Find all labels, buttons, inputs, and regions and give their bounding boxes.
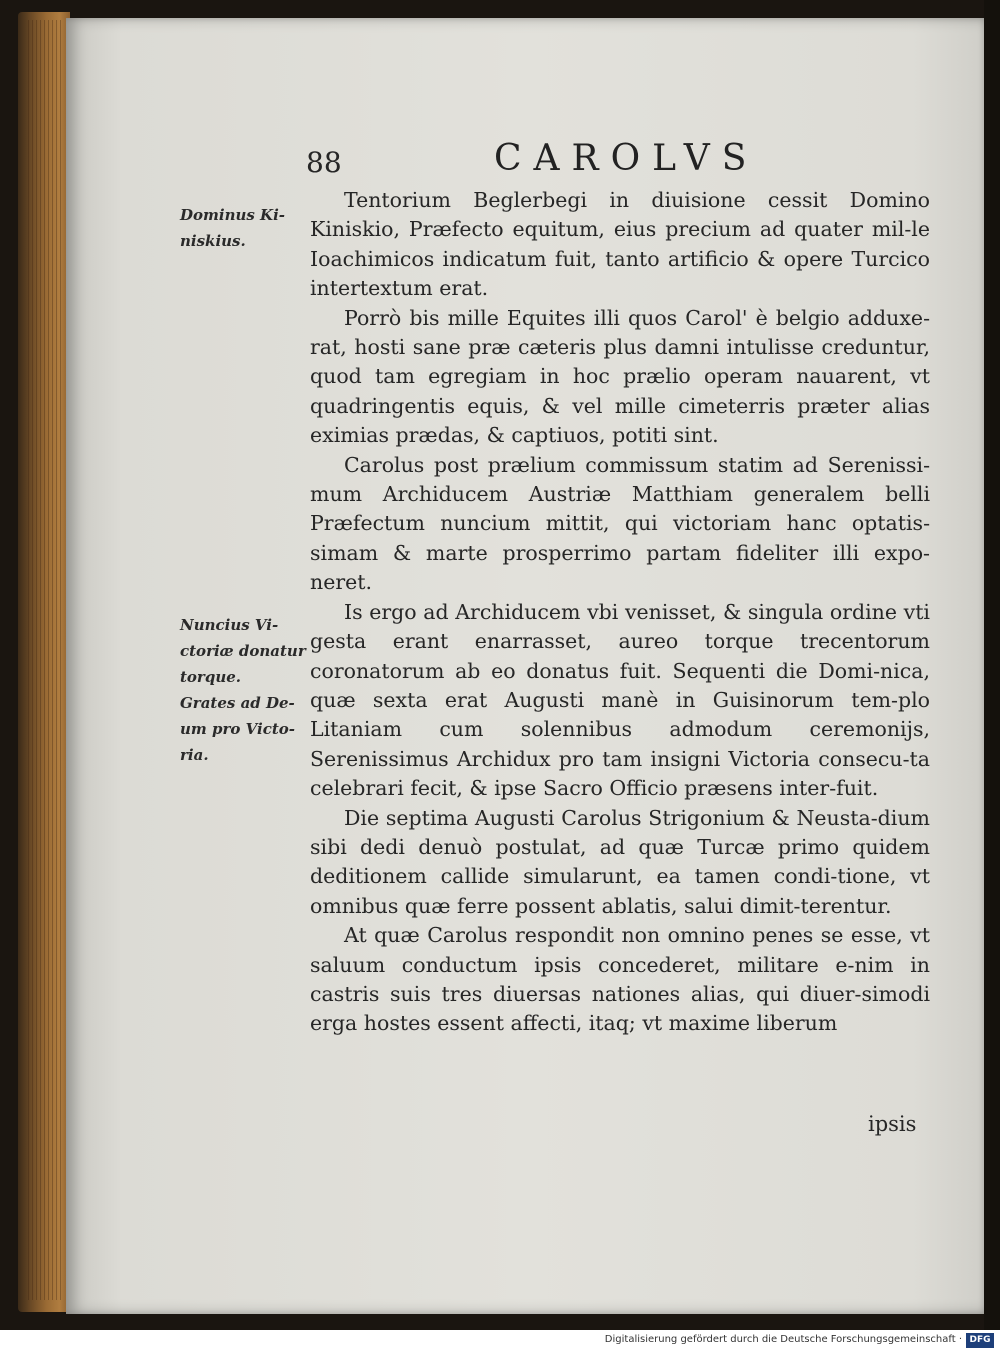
digitization-footer	[0, 1330, 1000, 1352]
marginal-note-grates: Grates ad De-um pro Victo-ria.	[180, 694, 295, 764]
footer-credit: Digitalisierung gefördert durch die Deutsche Forschungsgemeinschaft ·	[604, 1334, 962, 1345]
marginal-note-nuncius: Nuncius Vi-ctoriæ donatur torque.	[180, 616, 306, 686]
running-head	[0, 138, 1000, 182]
marginal-note-kiniskius: Dominus Ki-niskius.	[180, 206, 286, 250]
paragraph-4: Is ergo ad Archiducem vbi venisset, & singula ordine vti gesta erant enarrasset, aureo torque trecentorum coronatorum ab eo donatus fuit. Sequenti die Domi-nica, quæ sexta erat Augusti manè in Guisinorum tem-plo Litaniam cum solennibus admodum ceremonijs, Serenissimus Archidux pro tam insigni Victoria consecu-ta celebrari fecit, & ipse Sacro Officio præsens inter-fuit.	[310, 599, 930, 801]
page-edges	[28, 20, 64, 1300]
page-number: 88	[306, 146, 342, 179]
paragraph-2: Porrò bis mille Equites illi quos Carol' è belgio adduxe-rat, hosti sane præ cæteris plus damni intulisse creduntur, quod tam egregiam in hoc prælio operam nauarent, vt quadringentis equis, & vel mille cimeterris præter alias eximias prædas, & captiuos, potiti sint.	[310, 305, 930, 448]
paragraph-1: Tentorium Beglerbegi in diuisione cessit Domino Kiniskio, Præfecto equitum, eius precium ad quater mil-le Ioachimicos indicatum fuit, tanto artificio & opere Turcico intertextum erat.	[310, 188, 930, 301]
paragraph-6: At quæ Carolus respondit non omnino penes se esse, vt saluum conductum ipsis concederet, militare e-nim in castris suis tres diuersas nationes alias, qui diuer-simodi erga hostes essent affecti, itaq; vt maxime liberum	[310, 923, 930, 1036]
page-title: CAROLVS	[494, 138, 759, 179]
main-text	[310, 186, 930, 1039]
catchword: ipsis	[868, 1112, 917, 1136]
dfg-logo-icon: DFG	[966, 1333, 994, 1348]
paragraph-5: Die septima Augusti Carolus Strigonium & Neusta-dium sibi dedi denuò postulat, ad quæ Turcæ primo quidem deditionem callide simularunt, ea tamen condi-tione, vt omnibus quæ ferre possent ablatis, salui dimit-terentur.	[310, 805, 930, 918]
scan-border	[984, 0, 1000, 1330]
paragraph-3: Carolus post prælium commissum statim ad Serenissi-mum Archiducem Austriæ Matthiam generalem belli Præfectum nuncium mittit, qui victoriam hanc optatis-simam & marte prosperrimo partam fideliter illi expo-neret.	[310, 452, 930, 595]
